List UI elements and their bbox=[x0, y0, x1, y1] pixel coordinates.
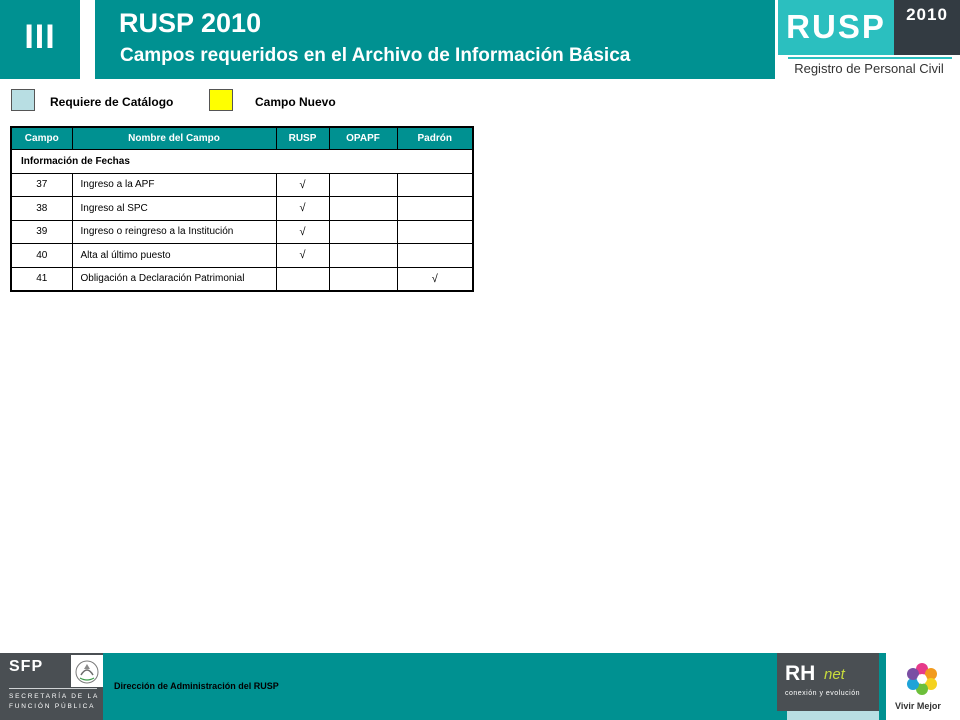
rusp-logo-caption-box bbox=[778, 55, 960, 79]
cell-campo: 37 bbox=[11, 173, 72, 197]
cell-nombre: Alta al último puesto bbox=[72, 244, 276, 268]
section-label: Información de Fechas bbox=[11, 149, 473, 173]
rusp-logo bbox=[775, 0, 960, 79]
cell-campo: 40 bbox=[11, 244, 72, 268]
table-header-row bbox=[11, 127, 473, 149]
vivir-mejor-label: Vivir Mejor bbox=[895, 701, 941, 711]
mexico-seal-icon bbox=[71, 655, 103, 687]
cell-opapf bbox=[329, 197, 397, 221]
sfp-name-line1: SECRETARÍA DE LA bbox=[9, 693, 100, 700]
table-row bbox=[11, 267, 473, 291]
legend-catalog-swatch bbox=[11, 89, 35, 111]
header-divider bbox=[80, 0, 95, 79]
cell-rusp: √ bbox=[276, 220, 329, 244]
legend-new-swatch bbox=[209, 89, 233, 111]
rhnet-slogan: conexión y evolución bbox=[785, 690, 860, 697]
section-numeral-box bbox=[0, 0, 80, 76]
cell-opapf bbox=[329, 173, 397, 197]
col-header-nombre: Nombre del Campo bbox=[72, 127, 276, 149]
section-numeral: III bbox=[24, 18, 56, 56]
vivir-mejor-flower-icon bbox=[886, 653, 960, 703]
col-header-campo: Campo bbox=[11, 127, 72, 149]
rhnet-net: net bbox=[824, 666, 845, 683]
cell-opapf bbox=[329, 267, 397, 291]
col-header-opapf: OPAPF bbox=[329, 127, 397, 149]
page-subtitle: Campos requeridos en el Archivo de Información Básica bbox=[120, 45, 631, 66]
col-header-rusp: RUSP bbox=[276, 127, 329, 149]
cell-padron: √ bbox=[397, 267, 473, 291]
fields-table bbox=[10, 126, 474, 292]
table-row bbox=[11, 197, 473, 221]
cell-nombre: Ingreso a la APF bbox=[72, 173, 276, 197]
legend-catalog-label: Requiere de Catálogo bbox=[50, 95, 174, 109]
cell-nombre: Ingreso o reingreso a la Institución bbox=[72, 220, 276, 244]
rusp-logo-word-box bbox=[778, 0, 894, 55]
cell-rusp: √ bbox=[276, 244, 329, 268]
footer-direction: Dirección de Administración del RUSP bbox=[114, 681, 279, 691]
rusp-logo-rule bbox=[788, 57, 952, 59]
rusp-logo-year-box bbox=[894, 0, 960, 55]
table-row bbox=[11, 220, 473, 244]
cell-campo: 38 bbox=[11, 197, 72, 221]
cell-padron bbox=[397, 173, 473, 197]
cell-padron bbox=[397, 197, 473, 221]
cell-campo: 41 bbox=[11, 267, 72, 291]
page-title: RUSP 2010 bbox=[119, 8, 262, 38]
rusp-logo-year: 2010 bbox=[906, 5, 948, 24]
cell-rusp: √ bbox=[276, 197, 329, 221]
cell-padron bbox=[397, 220, 473, 244]
cell-nombre: Ingreso al SPC bbox=[72, 197, 276, 221]
cell-rusp: √ bbox=[276, 173, 329, 197]
table-row bbox=[11, 244, 473, 268]
sfp-name-line2: FUNCIÓN PÚBLICA bbox=[9, 703, 96, 710]
rusp-logo-word: RUSP bbox=[786, 8, 886, 45]
rhnet-accent-strip bbox=[787, 711, 879, 720]
rusp-logo-caption: Registro de Personal Civil bbox=[794, 61, 944, 76]
legend-new-label: Campo Nuevo bbox=[255, 95, 336, 109]
cell-campo: 39 bbox=[11, 220, 72, 244]
sfp-divider bbox=[9, 688, 97, 689]
col-header-padron: Padrón bbox=[397, 127, 473, 149]
cell-rusp bbox=[276, 267, 329, 291]
section-row bbox=[11, 149, 473, 173]
table-row bbox=[11, 173, 473, 197]
rhnet-rh: RH bbox=[785, 662, 816, 685]
cell-nombre: Obligación a Declaración Patrimonial bbox=[72, 267, 276, 291]
sfp-acronym: SFP bbox=[9, 658, 44, 675]
cell-opapf bbox=[329, 220, 397, 244]
cell-padron bbox=[397, 244, 473, 268]
cell-opapf bbox=[329, 244, 397, 268]
